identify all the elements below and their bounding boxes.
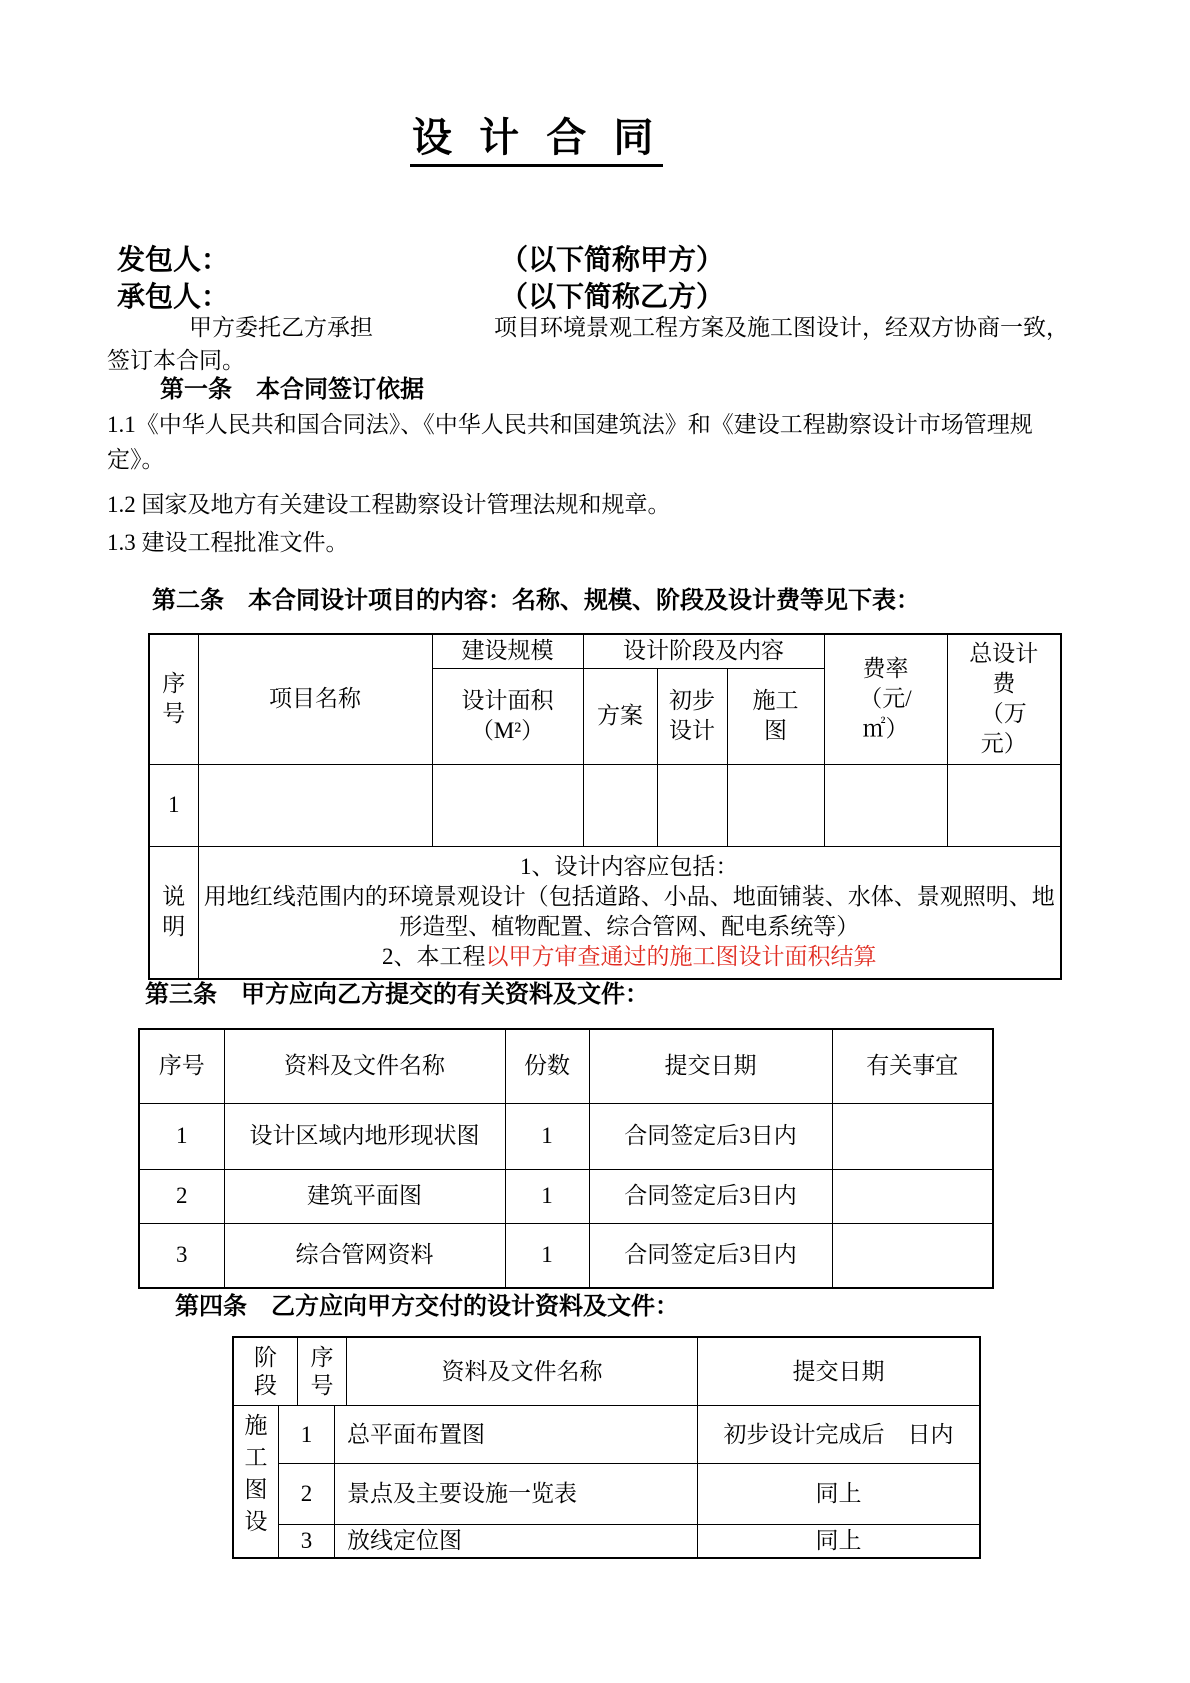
t3-row2-name: 景点及主要设施一览表	[335, 1464, 698, 1525]
t3-header-name: 资料及文件名称	[347, 1338, 698, 1406]
article1-item-1-1: 1.1《中华人民共和国合同法》、《中华人民共和国建筑法》和《建设工程勘察设计市场管理规定》。	[107, 412, 1033, 472]
t3-header-no: 序 号	[298, 1338, 347, 1406]
t1-header-shigong: 施工 图	[727, 668, 824, 764]
t1-header-zongfei: 总设计 费 （万 元）	[947, 634, 1061, 764]
t2-row3-notes	[832, 1223, 993, 1288]
t2-header-no: 序号	[139, 1029, 224, 1103]
t2-row2-notes	[832, 1169, 993, 1223]
t2-header-name: 资料及文件名称	[224, 1029, 505, 1103]
table-row	[139, 1223, 993, 1288]
t2-row1-name: 设计区域内地形现状图	[224, 1103, 505, 1169]
t1-row1-rate	[824, 764, 947, 846]
t1-header-jianshe: 建设规模	[432, 634, 583, 668]
t1-header-fangan: 方案	[583, 668, 657, 764]
t1-header-xiangmu: 项目名称	[198, 634, 432, 764]
t2-header-notes: 有关事宜	[832, 1029, 993, 1103]
party-a-documents-table	[138, 1028, 994, 1289]
employer-note: （以下简称甲方）	[500, 244, 725, 275]
t2-header-copies: 份数	[505, 1029, 589, 1103]
t2-row2-no: 2	[139, 1169, 224, 1223]
shuoming-line2: 用地红线范围内的环境景观设计（包括道路、小品、地面铺装、水体、景观照明、地形造型、植物配置、综合管网、配电系统等）	[203, 884, 1055, 940]
shuoming-line3	[199, 942, 1061, 972]
intro-line1-post: 项目环境景观工程方案及施工图设计，经双方协商一致，	[494, 315, 1069, 340]
t1-shuoming-content	[198, 846, 1061, 979]
t2-row1-no: 1	[139, 1103, 224, 1169]
t3-stage-cell: 施 工 图 设	[234, 1406, 279, 1557]
t2-row3-no: 3	[139, 1223, 224, 1288]
t3-header-date: 提交日期	[698, 1338, 979, 1406]
t2-row2-name: 建筑平面图	[224, 1169, 505, 1223]
t3-row1-no: 1	[279, 1406, 335, 1464]
shuoming-line3-black: 2、本工程	[382, 944, 486, 970]
t3-row2-date: 同上	[698, 1464, 979, 1525]
employer-label: 发包人：	[117, 244, 230, 275]
t1-header-xuhao: 序 号	[149, 634, 198, 764]
t3-row2-no: 2	[279, 1464, 335, 1525]
document-title: 设 计 合 同	[410, 116, 663, 167]
t1-row1-no: 1	[149, 764, 198, 846]
t2-row1-copies: 1	[505, 1103, 589, 1169]
t1-row1-name	[198, 764, 432, 846]
t1-row1-area	[432, 764, 583, 846]
t2-row1-date: 合同签定后3日内	[589, 1103, 832, 1169]
article2-heading: 第二条 本合同设计项目的内容：名称、规模、阶段及设计费等见下表：	[152, 587, 920, 614]
t2-row3-date: 合同签定后3日内	[589, 1223, 832, 1288]
project-table	[148, 633, 1062, 980]
contractor-note: （以下简称乙方）	[500, 281, 725, 312]
t1-header-mianji: 设计面积 （M²）	[432, 668, 583, 764]
article1-item-1-2: 1.2 国家及地方有关建设工程勘察设计管理法规和规章。	[107, 492, 671, 517]
t2-row2-date: 合同签定后3日内	[589, 1169, 832, 1223]
article4-heading: 第四条 乙方应向甲方交付的设计资料及文件：	[175, 1293, 679, 1320]
t1-row1-total	[947, 764, 1061, 846]
party-b-deliverables-table	[232, 1336, 981, 1559]
t3-row1-date: 初步设计完成后 日内	[698, 1406, 979, 1464]
article1-heading: 第一条 本合同签订依据	[160, 376, 424, 403]
intro-line1-pre: 甲方委托乙方承担	[189, 315, 373, 340]
t2-row2-copies: 1	[505, 1169, 589, 1223]
t3-row3-no: 3	[279, 1525, 335, 1557]
t1-row1-shigong	[727, 764, 824, 846]
t3-row3-date: 同上	[815, 1528, 862, 1553]
t3-header-stage: 阶 段	[234, 1338, 298, 1406]
t3-row1-name: 总平面布置图	[335, 1406, 698, 1464]
t1-header-chubu: 初步 设计	[657, 668, 727, 764]
t1-row1-fangan	[583, 764, 657, 846]
t1-header-feilv: 费率 （元/ ㎡）	[824, 634, 947, 764]
t2-row3-copies: 1	[505, 1223, 589, 1288]
contractor-label: 承包人：	[117, 281, 230, 312]
shuoming-line3-red: 以甲方审查通过的施工图设计面积结算	[485, 944, 877, 970]
shuoming-line1: 1、设计内容应包括：	[520, 854, 739, 880]
t1-row1-chubu	[657, 764, 727, 846]
t2-header-date: 提交日期	[589, 1029, 832, 1103]
t1-shuoming-label: 说 明	[149, 846, 198, 979]
article3-heading: 第三条 甲方应向乙方提交的有关资料及文件：	[145, 981, 649, 1008]
t1-header-jieduan: 设计阶段及内容	[583, 634, 824, 668]
party-row-employer	[0, 243, 1190, 279]
intro-line2: 签订本合同。	[107, 348, 245, 373]
t2-row3-name: 综合管网资料	[224, 1223, 505, 1288]
article1-item-1-3: 1.3 建设工程批准文件。	[107, 530, 349, 555]
t3-row3-name: 放线定位图	[335, 1525, 698, 1557]
t2-row1-notes	[832, 1103, 993, 1169]
table-row	[139, 1103, 993, 1169]
table-row	[139, 1169, 993, 1223]
